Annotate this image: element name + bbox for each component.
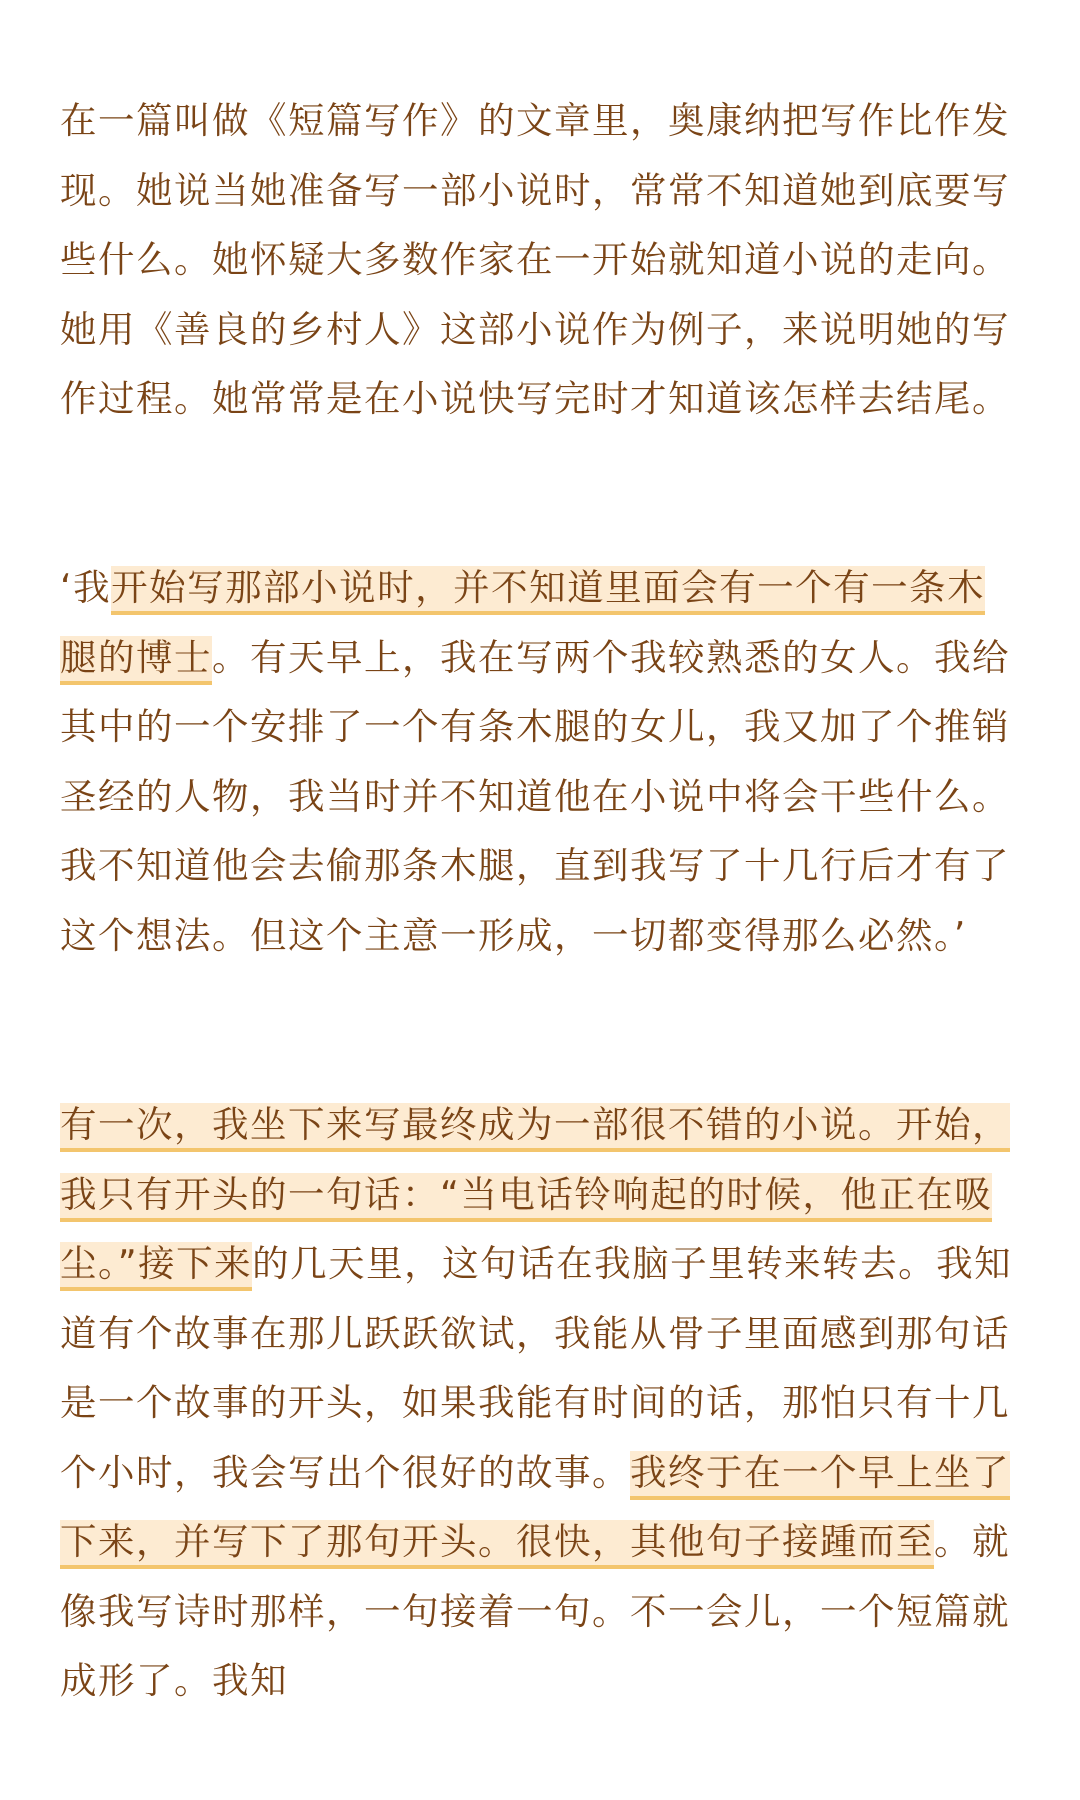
paragraph-1-text: 在一篇叫做《短篇写作》的文章里，奥康纳把写作比作发现。她说当她准备写一部小说时，常常不知道她到底要写些什么。她怀疑大多数作家在一开始就知道小说的走向。她用《善良的乡村人》这部小说作为例子，来说明她的写作过程。她常常是在小说快写完时才知道该怎样去结尾。 <box>60 99 1010 420</box>
paragraph-3-rest: 。就像我写诗时那样，一句接着一句。不一会儿，一个短篇就成形了。我知 <box>60 1520 1010 1702</box>
highlight-wooden-leg-doctor[interactable]: 开始写那部小说时，并不知道里面会有一个有一条木腿的博士 <box>60 566 985 685</box>
paragraph-3-middle: 的几天里，这句话在我脑子里转来转去。我知道有个故事在那儿跃跃欲试，我能从骨子里面感到那句话是一个故事的开头，如果我能有时间的话，那怕只有十几个小时，我会写出个很好的故事。 <box>60 1242 1013 1494</box>
highlight-sat-down-morning[interactable]: 我终于在一个早上坐了下来，并写下了那句开头。很快，其他句子接踵而至 <box>60 1451 1010 1570</box>
highlight-vacuum-sentence[interactable]: 有一次，我坐下来写最终成为一部很不错的小说。开始，我只有开头的一句话：“当电话铃响起的时候，他正在吸尘。”接下来 <box>60 1103 1010 1291</box>
paragraph-2 <box>60 553 1020 970</box>
paragraph-2-lead: ‘我 <box>60 566 112 609</box>
paragraph-1 <box>60 86 1020 434</box>
paragraph-2-rest: 。有天早上，我在写两个我较熟悉的女人。我给其中的一个安排了一个有条木腿的女儿，我又加了个推销圣经的人物，我当时并不知道他在小说中将会干些什么。我不知道他会去偷那条木腿，直到我写了十几行后才有了这个想法。但这个主意一形成，一切都变得那么必然。’ <box>60 635 1010 957</box>
paragraph-3 <box>60 1090 1020 1716</box>
